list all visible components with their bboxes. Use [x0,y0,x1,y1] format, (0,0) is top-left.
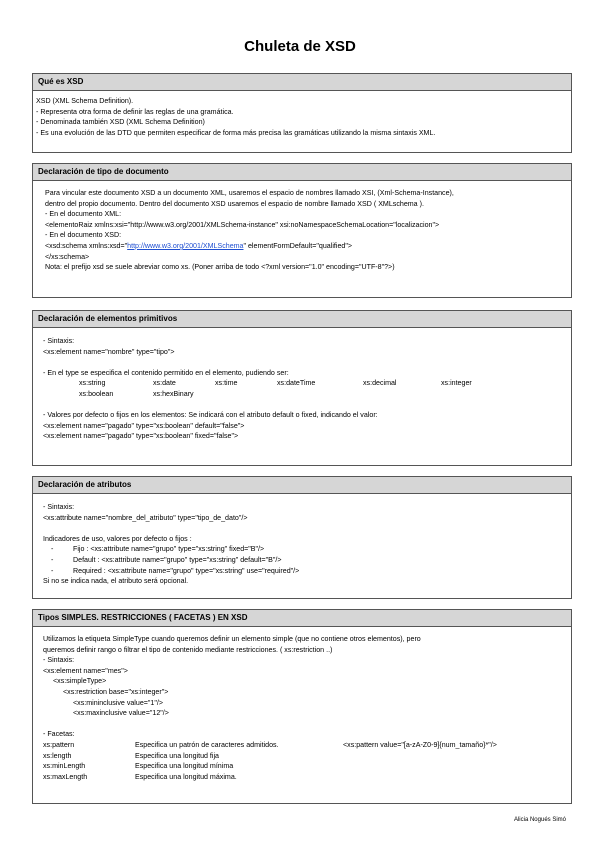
bullet-line: - Default : <xs:attribute name="grupo" type="xs:string" default="B"/> [51,555,282,564]
facet-name: xs:pattern [43,740,75,749]
section-header: Declaración de tipo de documento [33,164,571,181]
text-line: - Representa otra forma de definir las reglas de una gramática. [36,107,234,116]
code-line [45,241,566,252]
text-line: dentro del propio documento. Dentro del documento XSD usaremos el espacio de nombre llamado XSD ( XMLschema ). [45,199,424,208]
facet-name: xs:maxLength [43,772,88,781]
section-declaracion-tipo-documento [32,163,572,298]
facet-desc: Especifica una longitud máxima. [135,772,237,781]
text-line: - En el type se especifica el contenido permitido en el elemento, pudiendo ser: [43,368,289,377]
text-line: - Sintaxis: [43,337,75,345]
facet-example: <xs:pattern value="[a-zA-Z0-9]{num_tamaño}*"/> [343,740,497,749]
facet-row [43,772,566,783]
text-line: - Es una evolución de las DTD que permiten especificar de forma más precisa las gramáticas utilizando la misma sintaxis XML. [36,128,436,137]
section-header: Declaración de atributos [33,477,571,494]
section-que-es-xsd [32,73,572,153]
text-line: Utilizamos la etiqueta SimpleType cuando queremos definir un elemento simple (que no contiene otros elementos), pero [43,635,421,643]
section-elementos-primitivos [32,310,572,466]
code-line: <xs:simpleType> [53,677,107,686]
facet-row [43,751,566,762]
type-item: xs:dateTime [277,379,316,388]
code-line: <xs:attribute name="nombre_del_atributo" type="tipo_de_dato"/> [43,513,248,522]
types-row [43,389,566,400]
type-item: xs:string [79,379,106,388]
facet-name: xs:minLength [43,762,86,771]
type-item: xs:boolean [79,389,114,398]
type-item: xs:decimal [363,379,397,388]
facet-row [43,761,566,772]
bullet-text: Required : <xs:attribute name="grupo" type="xs:string" use="required"/> [73,566,300,575]
facet-name: xs:length [43,751,72,760]
type-item: xs:date [153,379,176,388]
text-line: - Sintaxis: [43,503,75,511]
facet-desc: Especifica un patrón de caracteres admitidos. [135,740,279,749]
facet-desc: Especifica una longitud fija [135,751,219,760]
section-atributos [32,476,572,599]
text-line: XSD (XML Schema Definition). [36,97,134,105]
bullet-line: - Required : <xs:attribute name="grupo" type="xs:string" use="required"/> [51,566,300,575]
type-item: xs:time [215,379,238,388]
text-line: - Denominada también XSD (XML Schema Definition) [36,118,205,127]
facet-row [43,740,566,751]
code-line: <xs:element name="mes"> [43,666,128,675]
code-fragment: <xsd:schema xmlns:xsd=" [45,241,128,250]
section-header: Declaración de elementos primitivos [33,311,571,328]
text-line: - Facetas: [43,730,75,739]
author-footer: Alicia Nogués Simó [513,817,566,823]
code-line: <xs:maxinclusive value="12"/> [73,709,169,718]
text-line: queremos definir rango o filtrar el tipo de contenido mediante restricciones. ( xs:restriction ..) [43,645,333,654]
text-line: Indicadores de uso, valores por defecto o fijos : [43,534,192,543]
page-title: Chuleta de XSD [244,38,356,55]
text-line: - Sintaxis: [43,656,75,665]
code-line: <xs:element name="pagado" type="xs:boolean" fixed="false"> [43,432,239,441]
type-item: xs:integer [441,379,472,388]
facet-desc: Especifica una longitud mínima [135,762,234,771]
type-item: xs:hexBinary [153,389,194,398]
section-header: Qué es XSD [33,74,571,91]
code-line: <xs:element name="pagado" type="xs:boolean" default="false"> [43,421,245,430]
note-line: Nota: el prefijo xsd se suele abreviar como xs. (Poner arriba de todo <?xml version="1.0" encoding="UTF-8"?>) [45,263,395,272]
xmlschema-link[interactable]: http://www.w3.org/2001/XMLSchema [127,241,244,250]
section-tipos-simples [32,609,572,804]
text-line: - Valores por defecto o fijos en los elementos: Se indicará con el atributo default o fixed, indicando el valor: [43,411,378,420]
text-line: - En el documento XSD: [45,231,122,240]
bullet-line: - Fijo : <xs:attribute name="grupo" type="xs:string" fixed="B"/> [51,545,265,554]
text-line: - En el documento XML: [45,210,122,219]
code-line: <xs:restriction base="xs:integer"> [63,687,169,696]
bullet-text: Default : <xs:attribute name="grupo" type="xs:string" default="B"/> [73,555,282,564]
code-line: <elementoRaiz xmlns:xsi="http://www.w3.org/2001/XMLSchema-instance" xsi:noNamespaceSchemaLocation="localizacion"> [45,220,440,229]
code-fragment: " elementFormDefault="qualified"> [243,241,352,250]
bullet-text: Fijo : <xs:attribute name="grupo" type="xs:string" fixed="B"/> [73,545,265,554]
code-line: </xs:schema> [45,252,90,261]
code-line: <xs:mininclusive value="1"/> [73,698,164,707]
facets-table [43,740,566,782]
types-row [43,378,566,389]
text-line: Para vincular este documento XSD a un documento XML, usaremos el espacio de nombres llamado XSI, (Xml-Schema-Instance), [45,189,454,197]
text-line: Si no se indica nada, el atributo será opcional. [43,577,189,586]
section-header: Tipos SIMPLES. RESTRICCIONES ( FACETAS ) EN XSD [33,610,571,627]
code-line: <xs:element name="nombre" type="tipo"> [43,347,175,356]
